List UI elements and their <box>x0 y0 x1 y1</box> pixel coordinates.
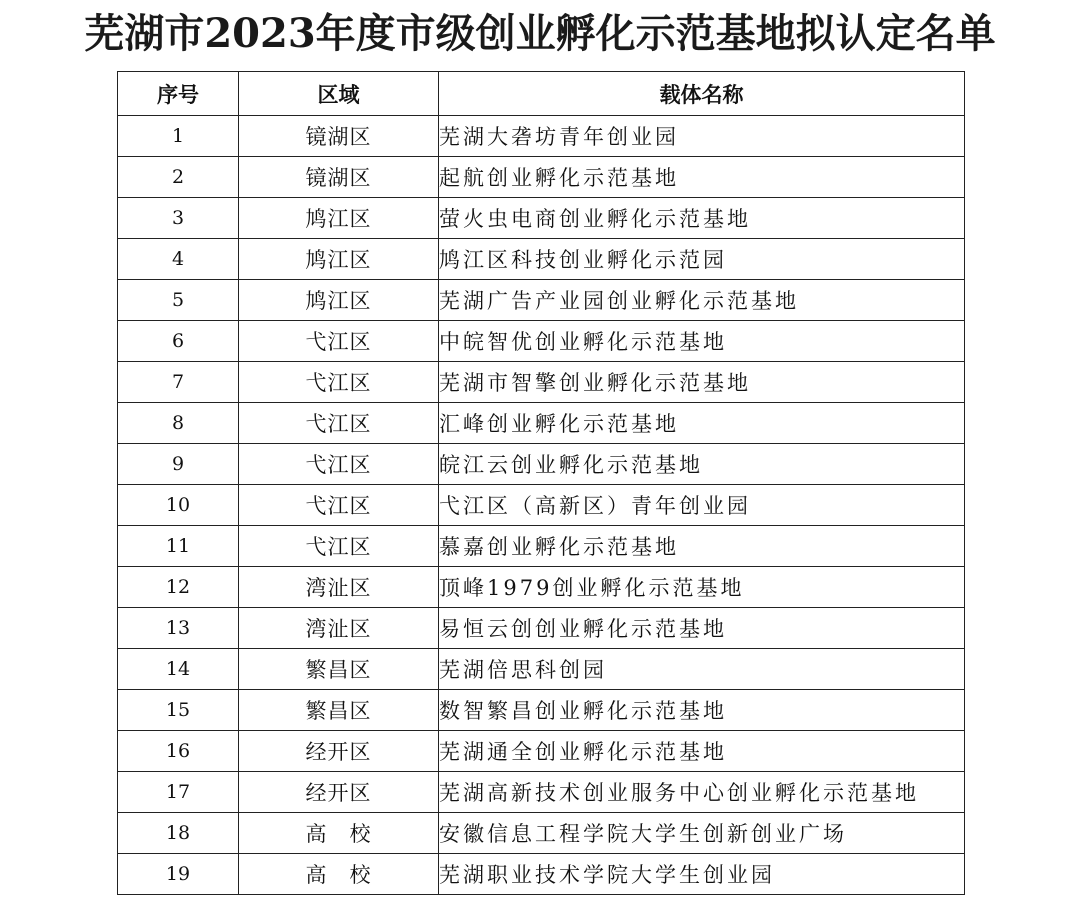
area-cell: 湾沚区 <box>239 567 439 608</box>
area-cell: 镜湖区 <box>239 116 439 157</box>
table-row <box>118 649 965 690</box>
table-row <box>118 608 965 649</box>
table-row <box>118 731 965 772</box>
carrier-name-cell: 中皖智优创业孵化示范基地 <box>439 321 965 362</box>
area-cell: 高 校 <box>239 854 439 895</box>
carrier-name-cell: 慕嘉创业孵化示范基地 <box>439 526 965 567</box>
table-row <box>118 854 965 895</box>
serial-number-cell: 11 <box>118 526 239 567</box>
carrier-name-cell: 芜湖市智擎创业孵化示范基地 <box>439 362 965 403</box>
table-row <box>118 116 965 157</box>
table-row <box>118 526 965 567</box>
area-cell: 鸠江区 <box>239 280 439 321</box>
table-row <box>118 813 965 854</box>
area-cell: 高 校 <box>239 813 439 854</box>
header-carrier-name: 载体名称 <box>439 72 965 116</box>
area-cell: 弋江区 <box>239 444 439 485</box>
serial-number-cell: 12 <box>118 567 239 608</box>
header-serial-number: 序号 <box>118 72 239 116</box>
serial-number-cell: 19 <box>118 854 239 895</box>
serial-number-cell: 4 <box>118 239 239 280</box>
carrier-name-cell: 顶峰1979创业孵化示范基地 <box>439 567 965 608</box>
table-row <box>118 485 965 526</box>
carrier-name-cell: 易恒云创创业孵化示范基地 <box>439 608 965 649</box>
table-row <box>118 157 965 198</box>
carrier-name-cell: 起航创业孵化示范基地 <box>439 157 965 198</box>
table-row <box>118 444 965 485</box>
serial-number-cell: 7 <box>118 362 239 403</box>
serial-number-cell: 13 <box>118 608 239 649</box>
serial-number-cell: 14 <box>118 649 239 690</box>
carrier-name-cell: 弋江区（高新区）青年创业园 <box>439 485 965 526</box>
area-cell: 经开区 <box>239 731 439 772</box>
carrier-name-cell: 芜湖高新技术创业服务中心创业孵化示范基地 <box>439 772 965 813</box>
serial-number-cell: 3 <box>118 198 239 239</box>
area-cell: 鸠江区 <box>239 198 439 239</box>
serial-number-cell: 18 <box>118 813 239 854</box>
header-area: 区域 <box>239 72 439 116</box>
area-cell: 弋江区 <box>239 403 439 444</box>
carrier-name-cell: 皖江云创业孵化示范基地 <box>439 444 965 485</box>
table-body <box>118 116 965 895</box>
table-row <box>118 772 965 813</box>
table-row <box>118 239 965 280</box>
carrier-name-cell: 汇峰创业孵化示范基地 <box>439 403 965 444</box>
carrier-name-cell: 芜湖职业技术学院大学生创业园 <box>439 854 965 895</box>
table-row <box>118 321 965 362</box>
table-header-row <box>118 72 965 116</box>
serial-number-cell: 6 <box>118 321 239 362</box>
carrier-name-cell: 芜湖通全创业孵化示范基地 <box>439 731 965 772</box>
area-cell: 弋江区 <box>239 362 439 403</box>
serial-number-cell: 9 <box>118 444 239 485</box>
carrier-name-cell: 数智繁昌创业孵化示范基地 <box>439 690 965 731</box>
area-cell: 弋江区 <box>239 485 439 526</box>
serial-number-cell: 5 <box>118 280 239 321</box>
serial-number-cell: 10 <box>118 485 239 526</box>
table-row <box>118 567 965 608</box>
area-cell: 弋江区 <box>239 321 439 362</box>
carrier-name-cell: 芜湖广告产业园创业孵化示范基地 <box>439 280 965 321</box>
serial-number-cell: 15 <box>118 690 239 731</box>
serial-number-cell: 17 <box>118 772 239 813</box>
area-cell: 鸠江区 <box>239 239 439 280</box>
area-cell: 繁昌区 <box>239 649 439 690</box>
document-title: 芜湖市2023年度市级创业孵化示范基地拟认定名单 <box>84 10 996 57</box>
table-row <box>118 403 965 444</box>
carrier-name-cell: 芜湖大砻坊青年创业园 <box>439 116 965 157</box>
serial-number-cell: 1 <box>118 116 239 157</box>
area-cell: 镜湖区 <box>239 157 439 198</box>
carrier-name-cell: 芜湖倍思科创园 <box>439 649 965 690</box>
serial-number-cell: 2 <box>118 157 239 198</box>
serial-number-cell: 8 <box>118 403 239 444</box>
carrier-name-cell: 安徽信息工程学院大学生创新创业广场 <box>439 813 965 854</box>
serial-number-cell: 16 <box>118 731 239 772</box>
carrier-name-cell: 鸠江区科技创业孵化示范园 <box>439 239 965 280</box>
table-row <box>118 362 965 403</box>
table-row <box>118 690 965 731</box>
area-cell: 湾沚区 <box>239 608 439 649</box>
incubation-base-table <box>117 71 965 895</box>
carrier-name-cell: 萤火虫电商创业孵化示范基地 <box>439 198 965 239</box>
area-cell: 繁昌区 <box>239 690 439 731</box>
area-cell: 经开区 <box>239 772 439 813</box>
table-row <box>118 280 965 321</box>
table-row <box>118 198 965 239</box>
area-cell: 弋江区 <box>239 526 439 567</box>
